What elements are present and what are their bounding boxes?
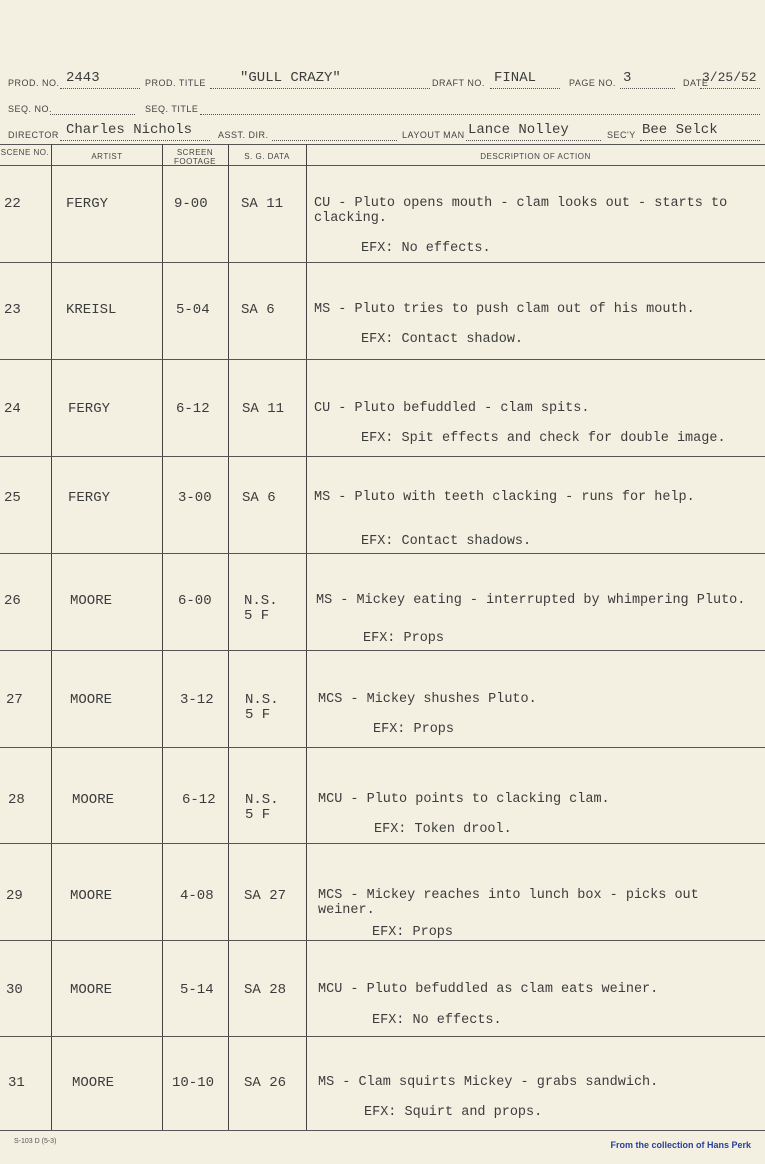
- form-number: S-103 D (5-3): [14, 1138, 57, 1145]
- artist-name: KREISL: [66, 302, 117, 318]
- efx-note: EFX: Props: [372, 925, 454, 940]
- page-no-label: PAGE NO.: [569, 78, 616, 88]
- sg-data: N.S.: [245, 692, 279, 708]
- efx-note: EFX: No effects.: [361, 241, 491, 256]
- prod-no-value: 2443: [66, 70, 100, 86]
- scene-number: 29: [6, 888, 23, 904]
- efx-note: EFX: No effects.: [372, 1013, 502, 1028]
- prod-title-value: "GULL CRAZY": [240, 70, 341, 86]
- screen-footage: 5-04: [176, 302, 210, 318]
- layout-man-label: LAYOUT MAN: [402, 130, 465, 140]
- col-sg-header: S. G. DATA: [244, 152, 290, 161]
- screen-footage: 10-10: [172, 1075, 215, 1091]
- sg-data-line-2: 5 F: [244, 608, 270, 624]
- screen-footage: 9-00: [174, 196, 208, 212]
- scene-number: 25: [4, 490, 21, 506]
- efx-note: EFX: Props: [373, 722, 455, 737]
- page-no-value: 3: [623, 70, 632, 86]
- col-footage-header: SCREEN FOOTAGE: [173, 148, 217, 166]
- sg-data: N.S.: [245, 792, 279, 808]
- seq-no-label: SEQ. NO.: [8, 104, 53, 114]
- director-value: Charles Nichols: [66, 122, 193, 138]
- action-description: MS - Pluto with teeth clacking - runs for help.: [314, 490, 695, 505]
- efx-note: EFX: Contact shadows.: [361, 534, 532, 549]
- artist-name: MOORE: [70, 593, 113, 609]
- director-label: DIRECTOR: [8, 130, 59, 140]
- efx-note: EFX: Squirt and props.: [364, 1105, 543, 1120]
- date-value: 3/25/52: [702, 70, 757, 85]
- action-description: CU - Pluto opens mouth - clam looks out - starts to clacking.: [314, 196, 728, 226]
- action-description: CU - Pluto befuddled - clam spits.: [314, 401, 590, 416]
- action-description: MCU - Pluto points to clacking clam.: [318, 792, 610, 807]
- col-description-header: DESCRIPTION OF ACTION: [480, 152, 591, 161]
- layout-man-value: Lance Nolley: [468, 122, 569, 138]
- artist-name: FERGY: [68, 490, 111, 506]
- efx-note: EFX: Token drool.: [374, 822, 512, 837]
- sg-data: SA 6: [241, 302, 275, 318]
- screen-footage: 4-08: [180, 888, 214, 904]
- screen-footage: 6-12: [182, 792, 216, 808]
- sg-data-line-2: 5 F: [245, 807, 271, 823]
- action-description: MCS - Mickey reaches into lunch box - picks out weiner.: [318, 888, 699, 918]
- collection-credit: From the collection of Hans Perk: [610, 1140, 751, 1150]
- draft-no-value: FINAL: [494, 70, 537, 86]
- scene-number: 23: [4, 302, 21, 318]
- draft-no-label: DRAFT NO.: [432, 78, 485, 88]
- action-description: MS - Mickey eating - interrupted by whimpering Pluto.: [316, 593, 746, 608]
- sg-data: SA 6: [242, 490, 276, 506]
- artist-name: MOORE: [70, 692, 113, 708]
- secy-label: SEC'Y: [607, 130, 636, 140]
- action-description: MS - Pluto tries to push clam out of his mouth.: [314, 302, 695, 317]
- asst-dir-label: ASST. DIR.: [218, 130, 269, 140]
- sg-data: SA 11: [242, 401, 285, 417]
- scene-number: 22: [4, 196, 21, 212]
- sg-data: SA 27: [244, 888, 287, 904]
- artist-name: MOORE: [70, 888, 113, 904]
- efx-note: EFX: Spit effects and check for double image.: [361, 431, 726, 446]
- action-description: MCS - Mickey shushes Pluto.: [318, 692, 537, 707]
- efx-note: EFX: Props: [363, 631, 445, 646]
- seq-title-label: SEQ. TITLE: [145, 104, 199, 114]
- secy-value: Bee Selck: [642, 122, 718, 138]
- scene-number: 27: [6, 692, 23, 708]
- sg-data: SA 28: [244, 982, 287, 998]
- screen-footage: 5-14: [180, 982, 214, 998]
- date-label: DATE: [683, 78, 709, 88]
- col-artist-header: ARTIST: [91, 152, 123, 161]
- screen-footage: 3-00: [178, 490, 212, 506]
- col-scene-header: SCENE NO.: [0, 148, 50, 157]
- screen-footage: 6-00: [178, 593, 212, 609]
- sg-data: SA 11: [241, 196, 284, 212]
- artist-name: FERGY: [66, 196, 109, 212]
- sg-data: SA 26: [244, 1075, 287, 1091]
- action-description: MS - Clam squirts Mickey - grabs sandwich.: [318, 1075, 659, 1090]
- screen-footage: 6-12: [176, 401, 210, 417]
- prod-no-label: PROD. NO.: [8, 78, 60, 88]
- artist-name: MOORE: [72, 1075, 115, 1091]
- scene-number: 28: [8, 792, 25, 808]
- artist-name: MOORE: [72, 792, 115, 808]
- action-description: MCU - Pluto befuddled as clam eats weiner.: [318, 982, 659, 997]
- scene-number: 30: [6, 982, 23, 998]
- prod-title-label: PROD. TITLE: [145, 78, 206, 88]
- efx-note: EFX: Contact shadow.: [361, 332, 524, 347]
- artist-name: FERGY: [68, 401, 111, 417]
- scene-number: 24: [4, 401, 21, 417]
- sg-data-line-2: 5 F: [245, 707, 271, 723]
- artist-name: MOORE: [70, 982, 113, 998]
- scene-number: 26: [4, 593, 21, 609]
- screen-footage: 3-12: [180, 692, 214, 708]
- scene-number: 31: [8, 1075, 25, 1091]
- sg-data: N.S.: [244, 593, 278, 609]
